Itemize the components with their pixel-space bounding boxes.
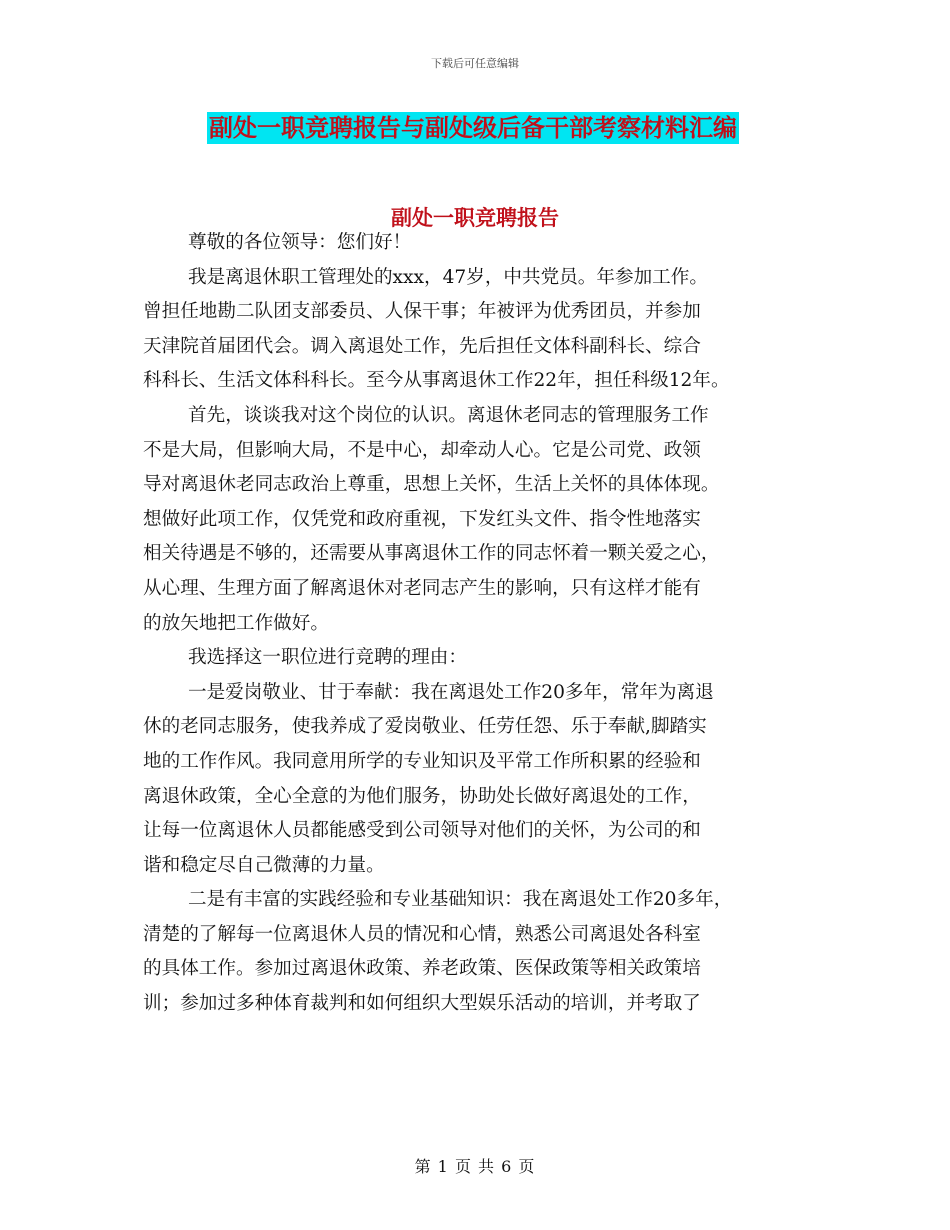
paragraph-line: 的具体工作。参加过离退休政策、养老政策、医保政策等相关政策培 — [143, 958, 701, 980]
paragraph-line: 导对离退休老同志政治上尊重，思想上关怀，生活上关怀的具体体现。 — [143, 474, 720, 496]
section-title: 副处一职竞聘报告 — [391, 206, 559, 230]
paragraph-line: 我是离退休职工管理处的xxx，47岁，中共党员。年参加工作。 — [188, 266, 708, 288]
paragraph-line: 训；参加过多种体育裁判和如何组织大型娱乐活动的培训，并考取了 — [143, 993, 701, 1015]
paragraph-line: 不是大局，但影响大局，不是中心，却牵动人心。它是公司党、政领 — [143, 439, 701, 461]
paragraph-line: 让每一位离退休人员都能感受到公司领导对他们的关怀，为公司的和 — [143, 820, 701, 842]
paragraph-line: 相关待遇是不够的，还需要从事离退休工作的同志怀着一颗关爱之心， — [143, 543, 720, 565]
document-title: 副处一职竞聘报告与副处级后备干部考察材料汇编 — [209, 114, 737, 142]
paragraph-line: 从心理、生理方面了解离退休对老同志产生的影响，只有这样才能有 — [143, 577, 701, 599]
body-text — [143, 226, 823, 1022]
paragraph-line: 想做好此项工作，仅凭党和政府重视，下发红头文件、指令性地落实 — [143, 508, 701, 530]
paragraph-line: 曾担任地勘二队团支部委员、人保干事；年被评为优秀团员，并参加 — [143, 301, 701, 323]
page-number: 第 1 页 共 6 页 — [414, 1157, 536, 1176]
paragraph-line: 首先，谈谈我对这个岗位的认识。离退休老同志的管理服务工作 — [188, 404, 709, 426]
paragraph-line: 离退休政策，全心全意的为他们服务，协助处长做好离退处的工作， — [143, 785, 701, 807]
paragraph-line: 科科长、生活文体科科长。至今从事离退休工作22年，担任科级12年。 — [143, 370, 730, 392]
paragraph-line: 地的工作作风。我同意用所学的专业知识及平常工作所积累的经验和 — [143, 750, 701, 772]
paragraph-line: 尊敬的各位领导：您们好！ — [188, 232, 412, 253]
paragraph-line: 谐和稳定尽自己微薄的力量。 — [143, 854, 385, 876]
paragraph-line: 一是爱岗敬业、甘于奉献：我在离退处工作20多年，常年为离退 — [188, 681, 714, 703]
paragraph-line: 清楚的了解每一位离退休人员的情况和心情，熟悉公司离退处各科室 — [143, 923, 701, 945]
paragraph-line: 休的老同志服务，使我养成了爱岗敬业、任劳任怨、乐于奉献,脚踏实 — [143, 716, 707, 738]
header-note: 下载后可任意编辑 — [431, 57, 519, 70]
paragraph-line: 我选择这一职位进行竞聘的理由： — [188, 647, 467, 669]
paragraph-line: 的放矢地把工作做好。 — [143, 612, 329, 634]
paragraph-line: 二是有丰富的实践经验和专业基础知识：我在离退处工作20多年， — [188, 889, 733, 911]
paragraph-line: 天津院首届团代会。调入离退处工作，先后担任文体科副科长、综合 — [143, 335, 701, 357]
